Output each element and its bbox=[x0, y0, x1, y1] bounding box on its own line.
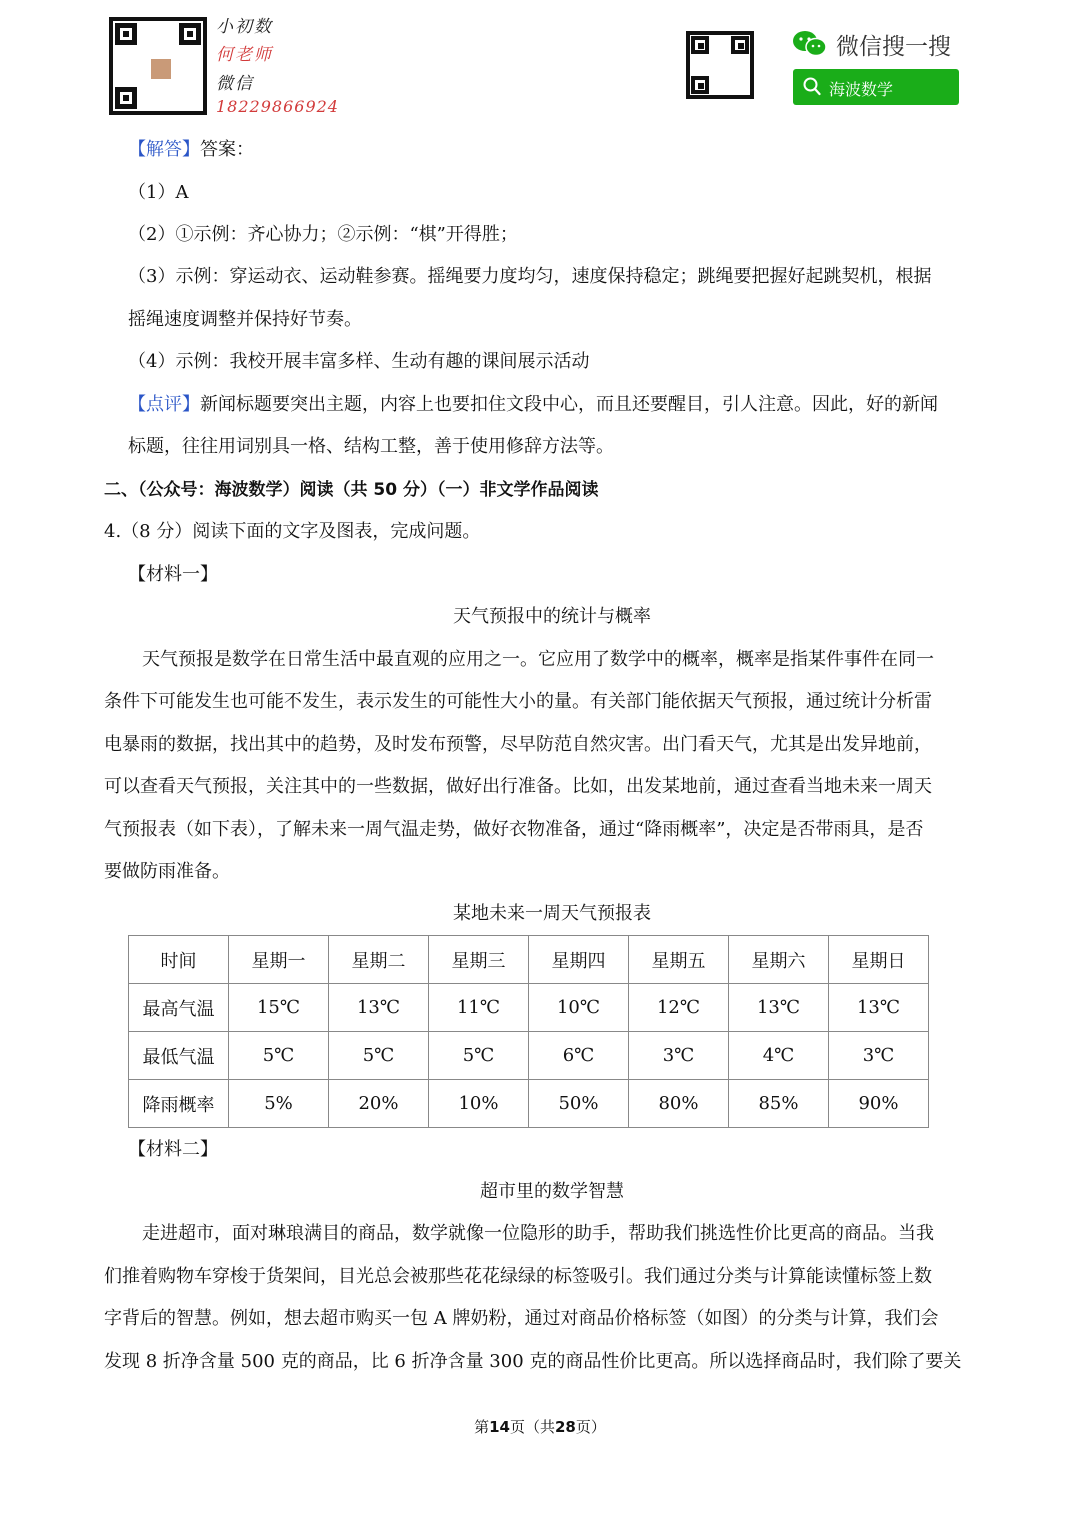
table-cell: 20% bbox=[329, 1080, 429, 1128]
material-2-paragraph-line: 字背后的智慧。例如，想去超市购买一包 A 牌奶粉，通过对商品价格标签（如图）的分类与计算，我们会 bbox=[104, 1308, 939, 1329]
wechat-search-label: 微信搜一搜 bbox=[836, 34, 951, 60]
question-4: 4.（8 分）阅读下面的文字及图表，完成问题。 bbox=[104, 521, 481, 542]
material-1-paragraph-line: 电暴雨的数据，找出其中的趋势，及时发布预警，尽早防范自然灾害。出门看天气，尤其是出发异地前， bbox=[104, 734, 932, 755]
search-icon bbox=[803, 77, 821, 101]
comment-tag: 【点评】 bbox=[128, 394, 200, 415]
table-header-cell: 星期六 bbox=[729, 936, 829, 984]
table-cell: 15℃ bbox=[229, 984, 329, 1032]
comment-line-1 bbox=[128, 393, 938, 417]
table-cell: 85% bbox=[729, 1080, 829, 1128]
table-cell: 5% bbox=[229, 1080, 329, 1128]
answer-item-4: （4）示例：我校开展丰富多样、生动有趣的课间展示活动 bbox=[128, 351, 590, 372]
qr-avatar bbox=[149, 57, 173, 81]
page-current: 14 bbox=[489, 1418, 510, 1436]
answer-intro: 答案： bbox=[200, 139, 254, 160]
table-header-cell: 时间 bbox=[129, 936, 229, 984]
wechat-qr-code[interactable] bbox=[686, 31, 754, 99]
contact-qr-code[interactable] bbox=[109, 17, 207, 115]
table-header-cell: 星期一 bbox=[229, 936, 329, 984]
table-cell: 10% bbox=[429, 1080, 529, 1128]
table-cell: 3℃ bbox=[629, 1032, 729, 1080]
table-cell: 80% bbox=[629, 1080, 729, 1128]
material-2-paragraph-line: 走进超市，面对琳琅满目的商品，数学就像一位隐形的助手，帮助我们挑选性价比更高的商品。当我 bbox=[142, 1223, 934, 1244]
answer-line bbox=[128, 138, 254, 162]
comment-text-1: 新闻标题要突出主题，内容上也要扣住文段中心，而且还要醒目，引人注意。因此，好的新闻 bbox=[200, 394, 938, 415]
table-cell: 50% bbox=[529, 1080, 629, 1128]
table-row bbox=[129, 1080, 929, 1128]
answer-item-1: （1）A bbox=[128, 182, 189, 203]
material-2-title: 超市里的数学智慧 bbox=[480, 1181, 624, 1202]
table-header-cell: 星期日 bbox=[829, 936, 929, 984]
material-1-paragraph-line: 可以查看天气预报，关注其中的一些数据，做好出行准备。比如，出发某地前，通过查看当地未来一周天 bbox=[104, 776, 932, 797]
material-2-paragraph-line: 发现 8 折净含量 500 克的商品，比 6 折净含量 300 克的商品性价比更高。所以选择商品时，我们除了要关 bbox=[104, 1351, 962, 1372]
table-cell: 3℃ bbox=[829, 1032, 929, 1080]
table-cell: 5℃ bbox=[229, 1032, 329, 1080]
search-button[interactable] bbox=[793, 69, 959, 105]
table-cell: 10℃ bbox=[529, 984, 629, 1032]
page-middle: 页（共 bbox=[509, 1418, 555, 1436]
table-header-row bbox=[129, 936, 929, 984]
material-1-label: 【材料一】 bbox=[128, 564, 218, 585]
material-1-title: 天气预报中的统计与概率 bbox=[453, 606, 651, 627]
table-cell: 最高气温 bbox=[129, 984, 229, 1032]
table-cell: 5℃ bbox=[429, 1032, 529, 1080]
table-header-cell: 星期四 bbox=[529, 936, 629, 984]
contact-line-1: 小初数 bbox=[216, 17, 273, 37]
table-caption: 某地未来一周天气预报表 bbox=[453, 903, 651, 924]
contact-phone: 18229866924 bbox=[216, 97, 339, 116]
answer-item-3-line-1: （3）示例：穿运动衣、运动鞋参赛。摇绳要力度均匀，速度保持稳定；跳绳要把握好起跳契机，根据 bbox=[128, 266, 932, 287]
table-row bbox=[129, 1032, 929, 1080]
table-cell: 4℃ bbox=[729, 1032, 829, 1080]
table-header-cell: 星期五 bbox=[629, 936, 729, 984]
material-1-paragraph-line: 气预报表（如下表），了解未来一周气温走势，做好衣物准备，通过“降雨概率”，决定是否带雨具，是否 bbox=[104, 819, 924, 840]
table-cell: 90% bbox=[829, 1080, 929, 1128]
section-heading: 二、（公众号：海波数学）阅读（共 50 分）（一）非文学作品阅读 bbox=[104, 480, 599, 500]
contact-wechat-label: 微信 bbox=[216, 74, 254, 94]
table-cell: 13℃ bbox=[329, 984, 429, 1032]
table-row bbox=[129, 984, 929, 1032]
page-total: 28 bbox=[555, 1418, 576, 1436]
contact-name: 何老师 bbox=[216, 45, 273, 65]
table-cell: 13℃ bbox=[729, 984, 829, 1032]
table-header-cell: 星期二 bbox=[329, 936, 429, 984]
wechat-logo-icon bbox=[792, 30, 828, 58]
answer-item-3-line-2: 摇绳速度调整并保持好节奏。 bbox=[128, 309, 362, 330]
table-cell: 5℃ bbox=[329, 1032, 429, 1080]
table-cell: 12℃ bbox=[629, 984, 729, 1032]
weather-forecast-table bbox=[128, 935, 929, 1128]
material-1-paragraph-line: 要做防雨准备。 bbox=[104, 861, 230, 882]
material-2-paragraph-line: 们推着购物车穿梭于货架间，目光总会被那些花花绿绿的标签吸引。我们通过分类与计算能读懂标签上数 bbox=[104, 1266, 932, 1287]
answer-item-2: （2）①示例：齐心协力；②示例：“棋”开得胜； bbox=[128, 224, 518, 245]
table-cell: 6℃ bbox=[529, 1032, 629, 1080]
material-2-label: 【材料二】 bbox=[128, 1139, 218, 1160]
page-prefix: 第 bbox=[474, 1418, 490, 1436]
page-suffix: 页） bbox=[575, 1418, 606, 1436]
comment-line-2: 标题，往往用词别具一格、结构工整，善于使用修辞方法等。 bbox=[128, 436, 614, 457]
page-number bbox=[0, 1415, 1080, 1439]
table-cell: 降雨概率 bbox=[129, 1080, 229, 1128]
table-cell: 11℃ bbox=[429, 984, 529, 1032]
material-1-paragraph-line: 条件下可能发生也可能不发生，表示发生的可能性大小的量。有关部门能依据天气预报，通过统计分析雷 bbox=[104, 691, 932, 712]
answer-tag: 【解答】 bbox=[128, 139, 200, 160]
table-header-cell: 星期三 bbox=[429, 936, 529, 984]
table-cell: 最低气温 bbox=[129, 1032, 229, 1080]
material-1-paragraph-line: 天气预报是数学在日常生活中最直观的应用之一。它应用了数学中的概率，概率是指某件事件在同一 bbox=[142, 649, 934, 670]
table-cell: 13℃ bbox=[829, 984, 929, 1032]
search-button-label: 海波数学 bbox=[829, 80, 894, 99]
